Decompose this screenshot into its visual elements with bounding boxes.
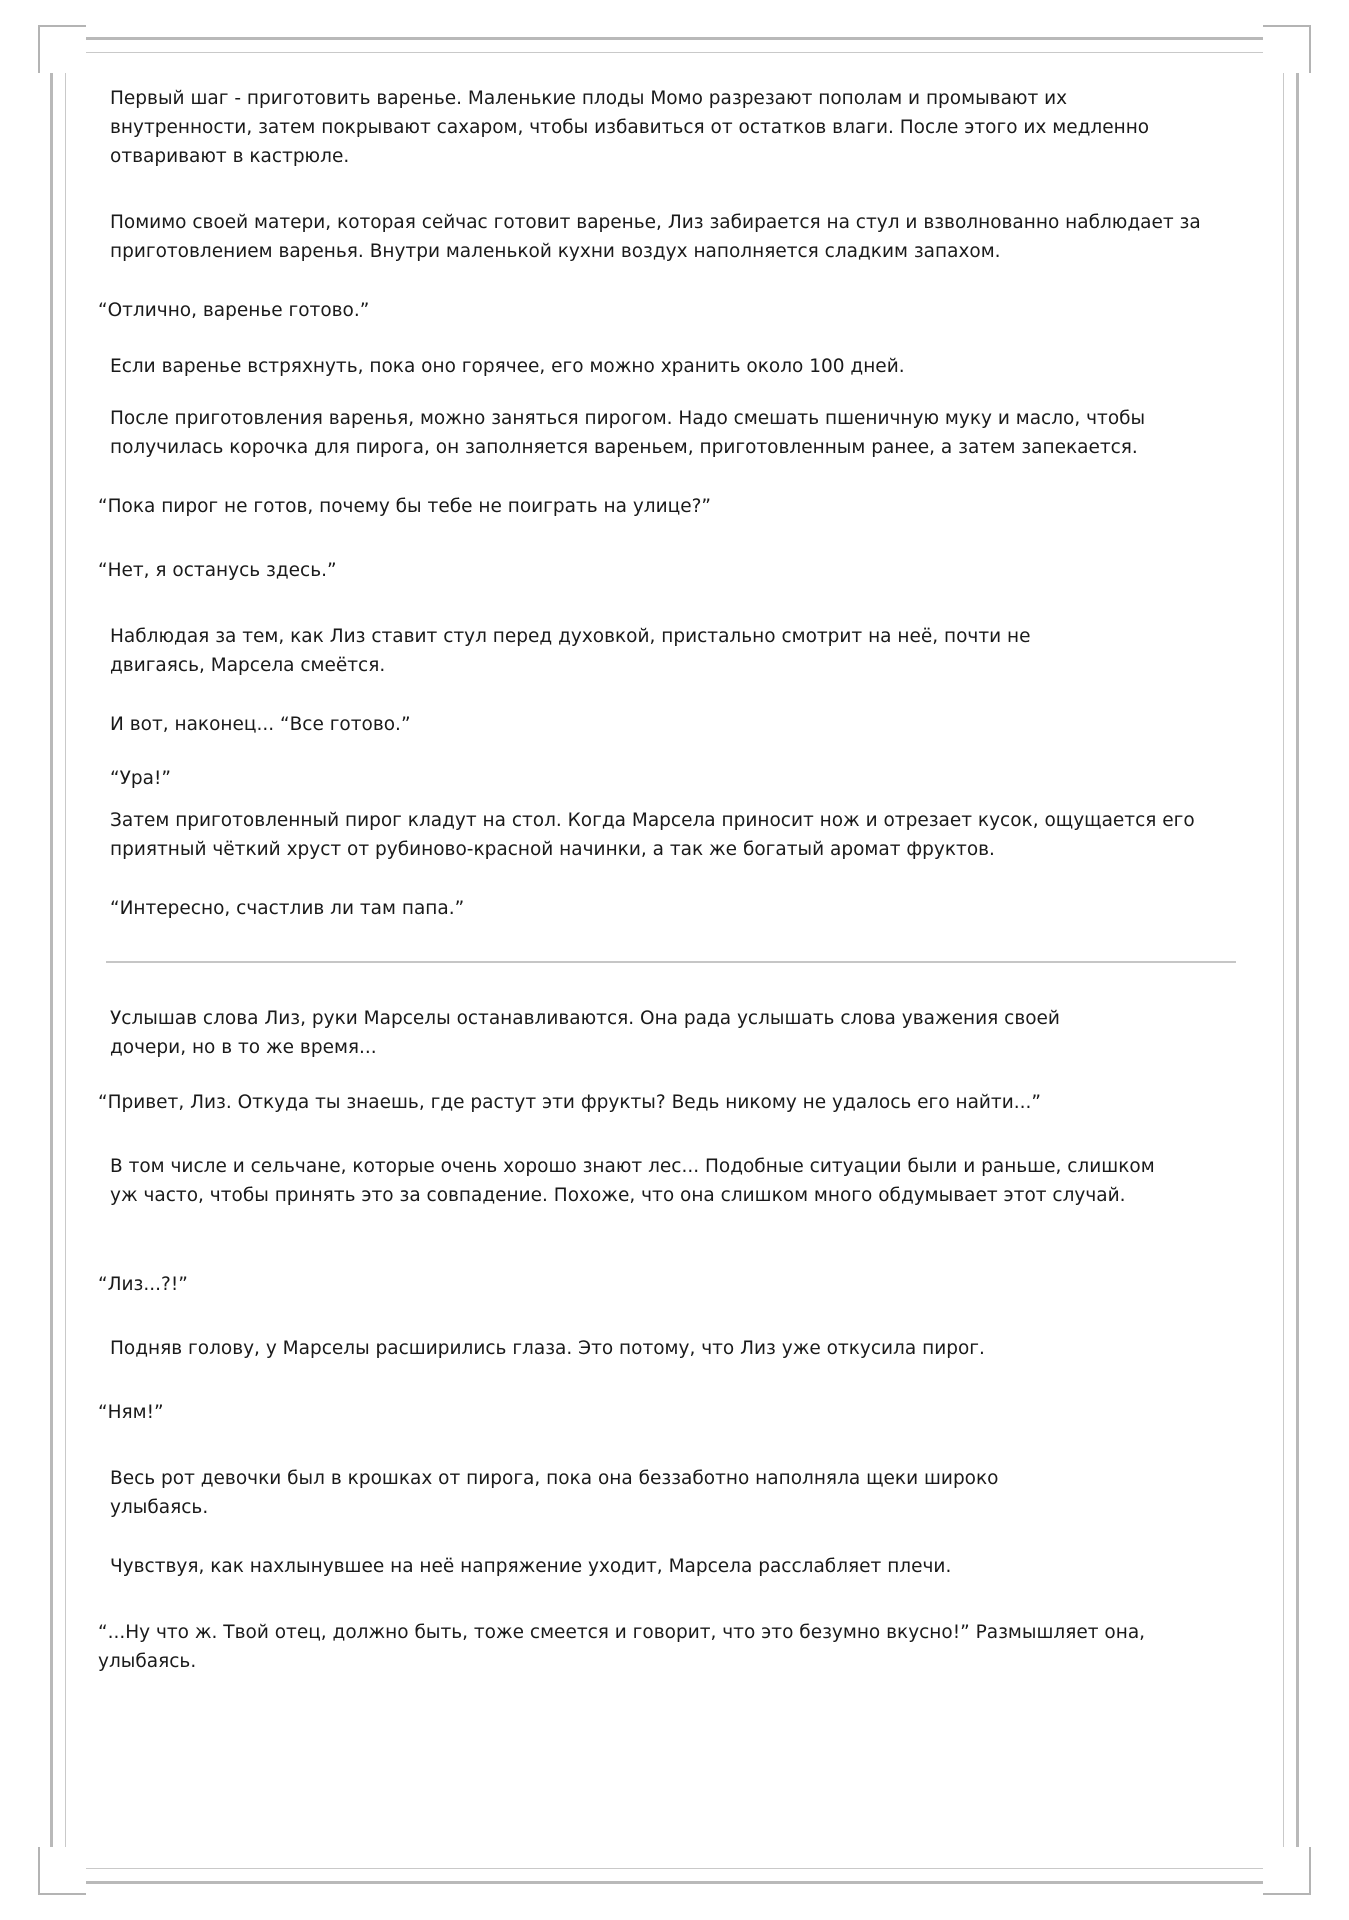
paragraph-4: После приготовления варенья, можно заняться пирогом. Надо смешать пшеничную муку и масло, чтобы получилась корочка для пирога, он заполняется вареньем, приготовленным ранее, а затем запекается. <box>110 408 1146 458</box>
frame-corner-bottom-left <box>38 1847 86 1895</box>
dialogue-6: “Привет, Лиз. Откуда ты знаешь, где растут эти фрукты? Ведь никому не удалось его найти...” <box>98 1092 1041 1113</box>
dialogue-1: “Отлично, варенье готово.” <box>98 300 370 321</box>
paragraph-6: И вот, наконец... “Все готово.” <box>110 714 411 735</box>
paragraph-5: Наблюдая за тем, как Лиз ставит стул перед духовкой, пристально смотрит на неё, почти не двигаясь, Марсела смеётся. <box>110 626 1031 676</box>
paragraph-12: Чувствуя, как нахлынувшее на неё напряжение уходит, Марсела расслабляет плечи. <box>110 1556 952 1577</box>
frame-corner-top-left <box>38 25 86 73</box>
dialogue-4: “Ура!” <box>110 768 171 789</box>
paragraph-7: Затем приготовленный пирог кладут на стол. Когда Марсела приносит нож и отрезает кусок, ощущается его приятный чёткий хруст от рубиново-красной начинки, а так же богатый аромат фруктов. <box>110 810 1195 860</box>
paragraph-13: “...Ну что ж. Твой отец, должно быть, тоже смеется и говорит, что это безумно вкусно!” Размышляет она, улыбаясь. <box>98 1622 1146 1672</box>
dialogue-8: “Ням!” <box>98 1402 164 1423</box>
paragraph-9: В том числе и сельчане, которые очень хорошо знают лес... Подобные ситуации были и раньше, слишком уж часто, чтобы принять это за совпадение. Похоже, что она слишком много обдумывает этот случай. <box>110 1156 1155 1206</box>
frame-corner-top-right <box>1263 25 1311 73</box>
paragraph-8: Услышав слова Лиз, руки Марселы останавливаются. Она рада услышать слова уважения своей дочери, но в то же время... <box>110 1008 1060 1058</box>
dialogue-5: “Интересно, счастлив ли там папа.” <box>110 898 465 919</box>
dialogue-7: “Лиз...?!” <box>98 1274 188 1295</box>
paragraph-2: Помимо своей матери, которая сейчас готовит варенье, Лиз забирается на стул и взволнованно наблюдает за приготовлением варенья. Внутри маленькой кухни воздух наполняется сладким запахом. <box>110 212 1201 262</box>
dialogue-2: “Пока пирог не готов, почему бы тебе не поиграть на улице?” <box>98 496 712 517</box>
paragraph-3: Если варенье встряхнуть, пока оно горячее, его можно хранить около 100 дней. <box>110 356 905 377</box>
paragraph-1: Первый шаг - приготовить варенье. Маленькие плоды Момо разрезают пополам и промывают их внутренности, затем покрывают сахаром, чтобы избавиться от остатков влаги. После этого их медленно отваривают в кастрюле. <box>110 88 1150 167</box>
paragraph-11: Весь рот девочки был в крошках от пирога, пока она беззаботно наполняла щеки широко улыбаясь. <box>110 1468 999 1518</box>
paragraph-10: Подняв голову, у Марселы расширились глаза. Это потому, что Лиз уже откусила пирог. <box>110 1338 985 1359</box>
frame-corner-bottom-right <box>1263 1847 1311 1895</box>
dialogue-3: “Нет, я останусь здесь.” <box>98 560 337 581</box>
section-divider <box>106 961 1236 963</box>
